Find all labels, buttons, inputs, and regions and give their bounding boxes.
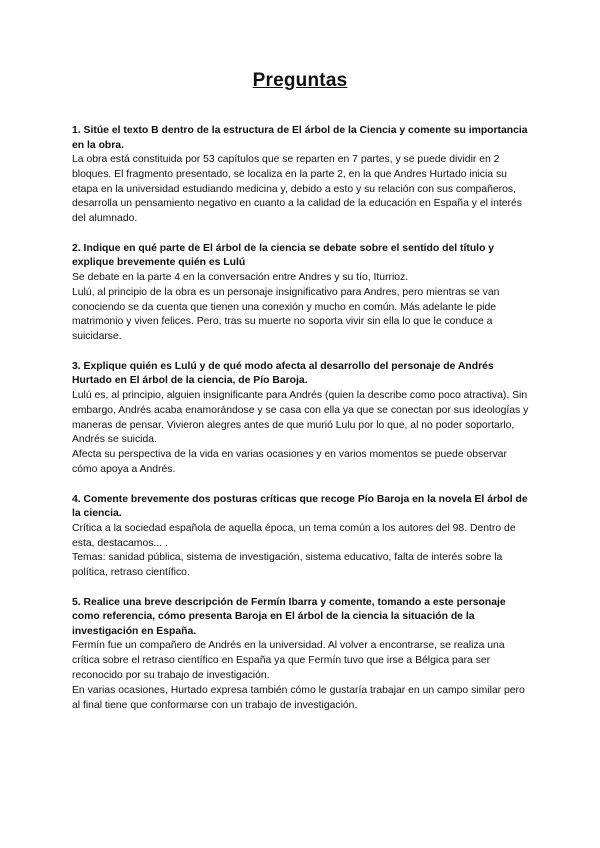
question-4-answer-paragraph-1: Crítica a la sociedad española de aquella época, un tema común a los autores del 98. Dentro de esta, destacamos... . [72, 522, 516, 549]
question-4-heading: 4. Comente brevemente dos posturas críticas que recoge Pío Baroja en la novela El árbol de la ciencia. [72, 493, 528, 520]
question-3-answer-paragraph-1: Lulú es, al principio, alguien insignificante para Andrés (quien la describe como poco atractiva). Sin embargo, Andrés acaba enamorándose y se casa con ella ya que se conectan por sus ideologías y maneras de pensar. Vivieron alegres antes de que murió Lulu por lo que, al no poder soportarlo, Andrés se suicida. [72, 389, 529, 446]
question-5-answer-paragraph-2: En varias ocasiones, Hurtado expresa también cómo le gustaría trabajar en un campo similar pero al final tiene que conformarse con un trabajo de investigación. [72, 684, 525, 711]
question-4-answer-paragraph-2: Temas: sanidad pública, sistema de investigación, sistema educativo, falta de interés sobre la política, retraso científico. [72, 552, 503, 579]
question-2-answer-paragraph-2: Lulú, al principio de la obra es un personaje insignificativo para Andres, pero mientras se van conociendo se da cuenta que tienen una conexión y mucho en común. Más adelante le pide matrimonio y viven felices. Pero, tras su muerte no soporta vivir sin ella lo que le conduce a suicidarse. [72, 286, 500, 343]
question-5-answer-paragraph-1: Fermín fue un compañero de Andrés en la universidad. Al volver a encontrarse, se realiza una crítica sobre el retraso científico en España ya que Fermín tuvo que irse a Bélgica para ser reconocido por su trabajo de investigación. [72, 640, 505, 682]
question-block-5 [72, 596, 532, 713]
question-block-4 [72, 493, 532, 581]
question-5-heading: 5. Realice una breve descripción de Fermín Ibarra y comente, tomando a este personaje como referencia, cómo presenta Baroja en El árbol de la ciencia la situación de la investigación en España. [72, 596, 506, 637]
question-1-answer-paragraph-1: La obra está constituida por 53 capítulos que se reparten en 7 partes, y se puede dividir en 2 bloques. El fragmento presentado, se localiza en la parte 2, en la que Andres Hurtado inicia su etapa en la universidad estudiando medicina y, debido a esto y su relación con sus compañeros, desarrolla un pensamiento negativo en cuanto a la calidad de la educación en España y el interés del alumnado. [72, 154, 522, 225]
question-1-heading: 1. Sitúe el texto B dentro de la estructura de El árbol de la Ciencia y comente su importancia en la obra. [72, 125, 528, 151]
question-3-answer-paragraph-2: Afecta su perspectiva de la vida en varias ocasiones y en varios momentos se puede observar cómo apoya a Andrés. [72, 449, 507, 475]
question-block-2 [72, 242, 532, 345]
question-3-heading: 3. Explique quién es Lulú y de qué modo afecta al desarrollo del personaje de Andrés Hurtado en El árbol de la ciencia, de Pío Baroja. [72, 360, 494, 387]
document-title: Preguntas [252, 70, 348, 91]
question-2-answer-paragraph-1: Se debate en la parte 4 en la conversación entre Andres y su tío, Iturrioz. [72, 271, 409, 283]
question-2-heading: 2. Indique en qué parte de El árbol de la ciencia se debate sobre el sentido del título y explique brevemente quién es Lulú [72, 242, 495, 269]
question-block-3 [72, 360, 532, 478]
question-block-1 [72, 124, 532, 227]
questions-list [72, 124, 532, 728]
